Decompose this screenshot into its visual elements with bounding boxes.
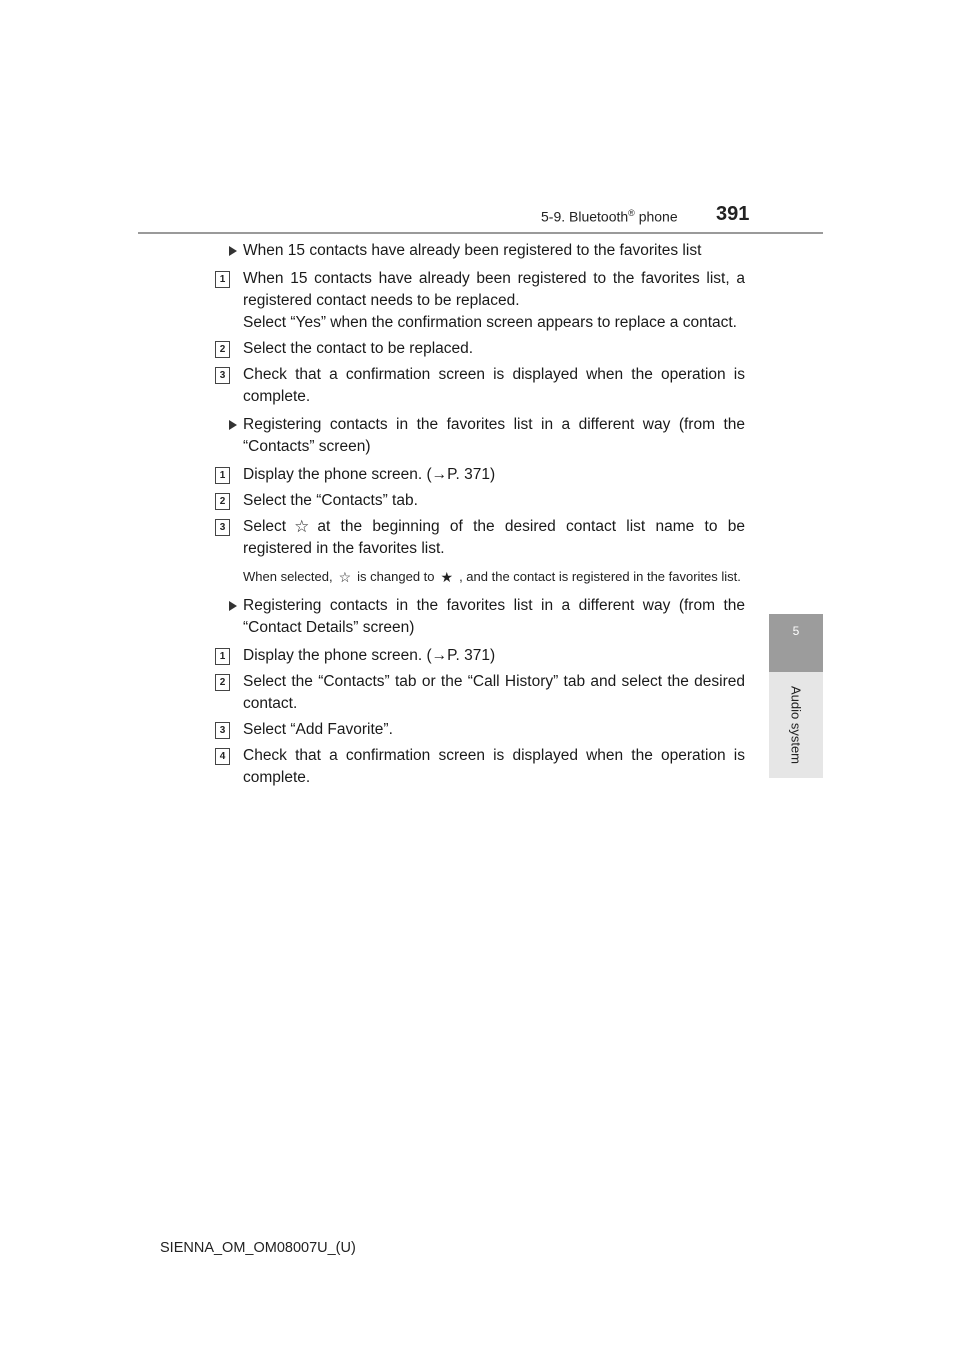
step-item: 4 Check that a confirmation screen is displayed when the operation is complete. <box>215 745 745 789</box>
section-heading-2: Registering contacts in the favorites list in a different way (from the “Contacts” screen) <box>215 414 745 458</box>
triangle-bullet-icon <box>229 246 237 256</box>
document-code: SIENNA_OM_OM08007U_(U) <box>160 1240 356 1256</box>
triangle-bullet-icon <box>229 601 237 611</box>
step-number-badge: 1 <box>215 467 230 484</box>
step-item: 2 Select the contact to be replaced. <box>215 338 745 360</box>
step-number-badge: 1 <box>215 271 230 288</box>
step-number-badge: 3 <box>215 519 230 536</box>
section-heading-3: Registering contacts in the favorites list in a different way (from the “Contact Details” screen) <box>215 595 745 639</box>
step-note: When selected, ☆ is changed to ★ , and the contact is registered in the favorites list. <box>243 569 741 585</box>
step-number-badge: 2 <box>215 341 230 358</box>
star-outline-icon: ☆ <box>338 569 352 585</box>
section-heading-1: When 15 contacts have already been registered to the favorites list <box>215 240 745 262</box>
star-filled-icon: ★ <box>440 569 454 585</box>
step-number-badge: 2 <box>215 674 230 691</box>
chapter-label-wrap <box>769 672 823 778</box>
page-content <box>215 240 745 789</box>
step-number-badge: 3 <box>215 367 230 384</box>
page-header <box>0 0 960 240</box>
step-number-badge: 1 <box>215 648 230 665</box>
star-outline-icon: ☆ <box>294 517 310 536</box>
step-number-badge: 2 <box>215 493 230 510</box>
step-number-badge: 3 <box>215 722 230 739</box>
step-item: 2 Select the “Contacts” tab. <box>215 490 745 512</box>
step-item: 2 Select the “Contacts” tab or the “Call History” tab and select the desired contact. <box>215 671 745 715</box>
step-item: 1 Display the phone screen. (→P. 371) <box>215 645 745 667</box>
triangle-bullet-icon <box>229 420 237 430</box>
step-number-badge: 4 <box>215 748 230 765</box>
chapter-tab <box>769 614 823 672</box>
step-item: 3 Select “Add Favorite”. <box>215 719 745 741</box>
step-item: 1 Display the phone screen. (→P. 371) <box>215 464 745 486</box>
page-number: 391 <box>716 203 750 225</box>
step-item: 3 Check that a confirmation screen is displayed when the operation is complete. <box>215 364 745 408</box>
chapter-number: 5 <box>792 624 800 638</box>
header-divider <box>138 232 823 234</box>
chapter-label: Audio system <box>788 685 804 765</box>
step-item: 3 Select ☆ at the beginning of the desired contact list name to be registered in the favorites list. <box>215 516 745 560</box>
step-item: 1 When 15 contacts have already been registered to the favorites list, a registered contact needs to be replaced. Select “Yes” when the confirmation screen appears to replace a contact. <box>215 268 745 334</box>
section-title: 5-9. Bluetooth® phone <box>541 208 678 225</box>
